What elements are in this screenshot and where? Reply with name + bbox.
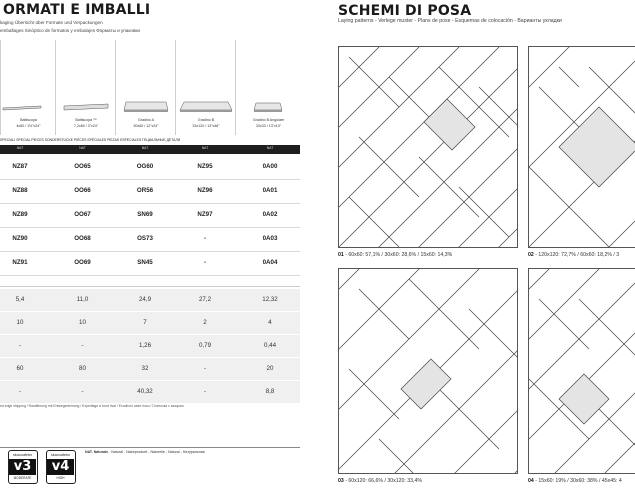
table-cell: 1,26 xyxy=(138,342,152,349)
table-cell: 7 xyxy=(143,319,147,326)
table-row xyxy=(0,358,300,381)
step-drawing xyxy=(176,40,236,115)
table-cell: NZ90 xyxy=(12,235,28,242)
caption-text: - 60x60: 57,1% / 30x60: 28,6% / 15x60: 14,3% xyxy=(343,252,453,258)
laying-pattern-03 xyxy=(338,268,518,474)
table-cell: OO69 xyxy=(74,259,91,266)
table-cell: OO66 xyxy=(74,187,91,194)
table-row xyxy=(0,179,300,204)
table-cell: - xyxy=(203,259,207,266)
table-cell: 80 xyxy=(79,365,86,372)
product-illustrations xyxy=(0,40,300,135)
subtitle-line-1: kaging Übersicht über Formate und Verpackungen xyxy=(0,20,103,25)
table-cell: NZ97 xyxy=(197,211,213,218)
product-name: Battiscopa xyxy=(20,118,37,122)
finish-label: NAT. Naturale xyxy=(85,450,109,454)
product-column xyxy=(175,40,236,135)
bottom-divider xyxy=(0,447,300,448)
pattern-caption-04 xyxy=(528,478,622,484)
table-cell: NZ87 xyxy=(12,163,28,170)
table-cell: OG60 xyxy=(136,163,154,170)
table-cell: 40,32 xyxy=(137,388,153,395)
product-column xyxy=(235,40,301,135)
laying-pattern-02 xyxy=(528,46,635,248)
product-dim: 33x120 / 13"x48" xyxy=(192,124,220,128)
header-cell: NAT xyxy=(141,146,149,150)
product-name: Gradino B Angolare xyxy=(252,118,285,122)
header-cell: NAT xyxy=(201,146,209,150)
table-cell: 32 xyxy=(141,365,149,372)
table-row xyxy=(0,312,300,335)
table-cell: - xyxy=(81,342,84,349)
caption-text: - 15x60: 19% / 30x60: 38% / 45x45: 4 xyxy=(533,478,622,484)
table-cell: 2 xyxy=(203,319,207,326)
table-cell: - xyxy=(18,388,22,395)
table-row xyxy=(0,289,300,312)
table-row xyxy=(0,203,300,228)
table-cell: 4 xyxy=(268,319,272,326)
skirting-drawing xyxy=(1,40,56,115)
table-row xyxy=(0,155,300,180)
table-row xyxy=(0,227,300,252)
badge-code: v4 xyxy=(47,459,74,475)
table-cell: 0A01 xyxy=(262,187,278,194)
table-cell: OR56 xyxy=(136,187,154,194)
pattern-drawing xyxy=(529,269,635,474)
pattern-drawing xyxy=(339,269,518,474)
badge-sub: HIGH xyxy=(56,476,65,480)
finish-legend xyxy=(85,450,205,454)
laying-pattern-01 xyxy=(338,46,518,248)
table-cell: 0A04 xyxy=(262,259,278,266)
product-name: Gradino B xyxy=(197,118,215,122)
header-cell: NAT xyxy=(79,146,86,150)
caption-number: 04 xyxy=(528,478,534,484)
table-cell: - xyxy=(81,388,84,395)
pattern-caption-03 xyxy=(338,478,422,484)
caption-text: - 120x120: 72,7% / 60x60: 18,2% / 3 xyxy=(533,252,620,258)
table-cell: 0A03 xyxy=(262,235,278,242)
special-pieces-label: SPECIALI SPECIAL PIECES SONDERSTÜCKE PIÈCES SPÉCIALES PIEZAS ESPECIALES ГЕЦИАЛЬНЫЕ ДЕТАЛИ xyxy=(0,138,181,142)
caption-number: 01 xyxy=(338,252,344,258)
product-name: Battiscopa ™ xyxy=(75,118,97,122)
table-header-bar xyxy=(0,145,300,154)
caption-number: 02 xyxy=(528,252,534,258)
product-column xyxy=(0,40,56,135)
caption-text: - 60x120: 66,6% / 30x120: 33,4% xyxy=(343,478,422,484)
table-cell: - xyxy=(18,342,22,349)
table-cell: OO67 xyxy=(74,211,91,218)
table-cell: SN69 xyxy=(137,211,153,218)
header-cell: NAT xyxy=(266,146,274,150)
pattern-caption-01 xyxy=(338,252,452,258)
table-cell: 10 xyxy=(79,319,86,326)
table-cell: 0,44 xyxy=(263,342,277,349)
step-drawing xyxy=(116,40,176,115)
table-cell: 11,0 xyxy=(76,296,89,303)
table-cell: NZ88 xyxy=(12,187,28,194)
product-column xyxy=(55,40,116,135)
laying-pattern-04 xyxy=(528,268,635,474)
pattern-drawing xyxy=(529,47,635,248)
rating-badge-v3 xyxy=(8,450,38,484)
product-dim: 30x60 / 12"x24" xyxy=(133,124,159,128)
pattern-drawing xyxy=(339,47,518,248)
badge-brand: stuccoafetor xyxy=(50,453,71,457)
badge-sub: MODERATE xyxy=(13,476,32,480)
product-dim: 7,2x60 / 3"x24" xyxy=(73,124,99,128)
product-column xyxy=(115,40,176,135)
table-cell: 60 xyxy=(16,365,24,372)
table-cell: OO68 xyxy=(74,235,91,242)
step-corner-drawing xyxy=(236,40,301,115)
table-cell: 12,32 xyxy=(262,296,278,303)
badge-code: v3 xyxy=(9,459,36,475)
patterns-subtitle: Laying patterns - Verlege muster - Plans de pose - Esquemas de colocación - Варианты укладки xyxy=(338,18,562,24)
table-cell: - xyxy=(203,235,207,242)
table-cell: 24,9 xyxy=(138,296,152,303)
table-cell: NZ91 xyxy=(12,259,28,266)
table-cell: 0,79 xyxy=(198,342,212,349)
table-cell: NZ96 xyxy=(197,187,213,194)
table-cell: NZ95 xyxy=(197,163,213,170)
table-cell: 0A02 xyxy=(262,211,278,218)
table-cell: OO65 xyxy=(74,163,91,170)
table-cell: - xyxy=(203,365,207,372)
subtitle-line-2: emballages Sinóptico de formatos y embalajes Форматы и упаковки xyxy=(0,28,140,33)
table-cell: 0A00 xyxy=(262,163,278,170)
table-cell: 27,2 xyxy=(198,296,212,303)
table-cell: 5,4 xyxy=(15,296,25,303)
table-cell: - xyxy=(203,388,207,395)
packaging-divider xyxy=(0,286,300,287)
table-row xyxy=(0,335,300,358)
finish-translations: - Natural - Naturprodurtt - Naturelle - Natural - Натуральная xyxy=(109,450,205,454)
rating-badge-v4 xyxy=(46,450,76,484)
table-cell: 10 xyxy=(16,319,24,326)
table-cell: NZ89 xyxy=(12,211,28,218)
table-cell: SN45 xyxy=(137,259,153,266)
header-cell: NAT xyxy=(16,146,24,150)
table-cell: 8,8 xyxy=(265,388,275,395)
product-dim: 4x60 / 1½"x24" xyxy=(16,124,41,128)
table-row xyxy=(0,381,300,404)
table-row xyxy=(0,251,300,276)
page-title-patterns: SCHEMI DI POSA xyxy=(338,3,472,19)
pattern-caption-02 xyxy=(528,252,619,258)
table-cell: OS73 xyxy=(137,235,153,242)
edge-footnote: ed edge shipping / Rautitierung mit Entsiegenleinung / Expediage à bord rival / Ecudinón cade rioso / Плиточка с зазором xyxy=(0,404,184,408)
page-title-formats: ORMATI E IMBALLI xyxy=(3,2,151,18)
caption-number: 03 xyxy=(338,478,344,484)
product-dim: 33x33 / 13"x13" xyxy=(255,124,282,128)
table-cell: 20 xyxy=(266,365,274,372)
badge-brand: stuccoafetor xyxy=(12,453,33,457)
product-name: Gradino A xyxy=(138,118,154,122)
skirting-drawing xyxy=(56,40,116,115)
